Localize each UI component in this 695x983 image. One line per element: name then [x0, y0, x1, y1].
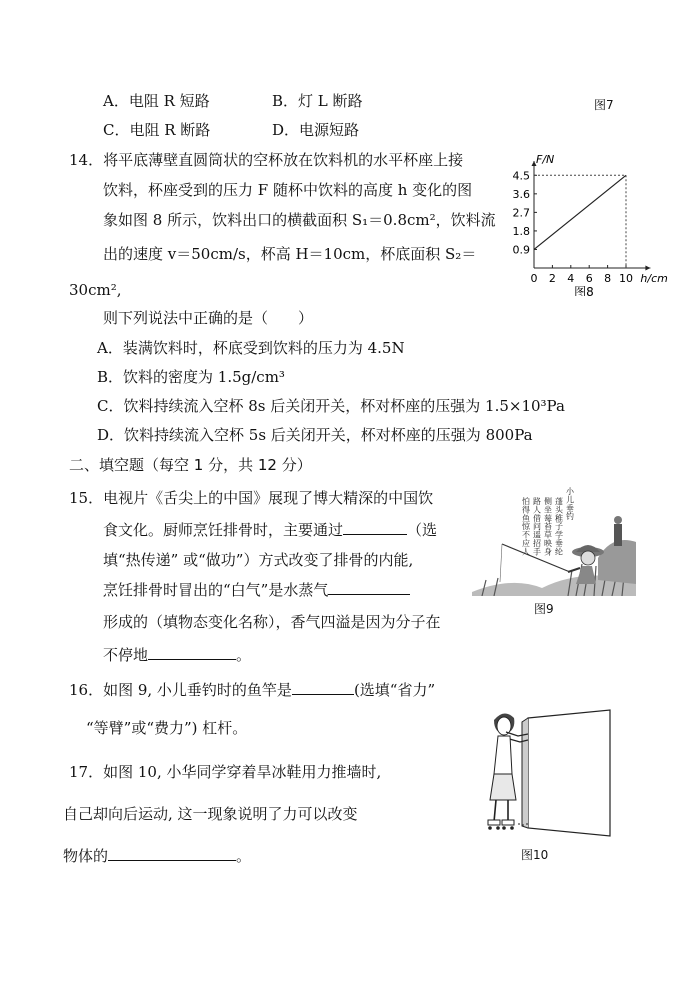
q17-line3-tail: 。 [236, 847, 252, 865]
x-axis-arrow [645, 266, 650, 271]
q14-option-d: D．饮料持续流入空杯 5s 后关闭开关，杯对杯座的压强为 800Pa [97, 426, 533, 444]
x-tick-label: 4 [567, 272, 575, 285]
q15-blank2[interactable] [328, 580, 410, 595]
fig8-chart [500, 136, 680, 296]
y-tick-label: 3.6 [512, 187, 530, 201]
q14-line1: 14．将平底薄壁直圆筒状的空杯放在饮料机的水平杯座上接 [69, 151, 464, 169]
q17-line3 [63, 846, 251, 866]
q13-option-b: B．灯 L 断路 [272, 92, 363, 110]
q15-line6-tail: 。 [236, 646, 252, 664]
q15-line2-tail: （选 [407, 521, 438, 539]
y-tick-label: 4.5 [512, 169, 530, 183]
q14-line2: 饮料，杯座受到的压力 F 随杯中饮料的高度 h 变化的图 [103, 181, 473, 199]
q17-line3-text: 物体的 [63, 847, 109, 865]
poem-column: 路人借问遥招手 [533, 497, 541, 557]
q15-blank3[interactable] [148, 645, 236, 660]
y-tick-label: 0.9 [512, 243, 530, 257]
q15-line4 [103, 580, 410, 600]
q14-option-a: A．装满饮料时，杯底受到饮料的压力为 4.5N [97, 339, 405, 357]
q17-line1: 17．如图 10, 小华同学穿着旱冰鞋用力推墙时, [69, 763, 382, 781]
fig9-fishing-illustration [472, 484, 636, 596]
q17-line2: 自己却向后运动, 这一现象说明了力可以改变 [63, 805, 358, 823]
q15-line5: 形成的（填物态变化名称），香气四溢是因为分子在 [103, 613, 441, 631]
y-tick-label: 2.7 [512, 206, 530, 220]
q15-blank1[interactable] [343, 520, 407, 535]
q14-line3: 象如图 8 所示，饮料出口的横截面积 S₁＝0.8cm²，饮料流 [103, 211, 496, 229]
q15-line3: 填“热传递” 或“做功”）方式改变了排骨的内能, [103, 551, 414, 569]
q14-line5: 30cm², [69, 281, 122, 299]
section2-title: 二、填空题（每空 1 分，共 12 分） [69, 456, 312, 474]
fig8-caption: 图8 [574, 285, 594, 296]
q14-option-b: B．饮料的密度为 1.5g/cm³ [97, 368, 285, 386]
q15-line2 [103, 520, 437, 540]
poem-column: 小儿垂钓 [566, 487, 574, 522]
q15-line4-text: 烹饪排骨时冒出的“白气”是水蒸气 [103, 581, 329, 599]
x-tick-label: 10 [619, 272, 633, 285]
q16-line2: “等臂”或“费力”) 杠杆。 [86, 719, 248, 737]
q13-option-a: A．电阻 R 短路 [103, 92, 210, 110]
fig7-caption: 图7 [594, 98, 614, 112]
fig10-skater-pushing-wall [476, 704, 612, 838]
x-tick-label: 2 [548, 272, 556, 285]
x-tick-label: 0 [530, 272, 538, 285]
poem-column: 怕得鱼惊不应人 [522, 497, 530, 557]
fig10-caption: 图10 [521, 848, 549, 862]
fig9-caption: 图9 [534, 602, 554, 616]
q16-blank[interactable] [292, 680, 354, 695]
q15-line6-text: 不停地 [103, 646, 149, 664]
q15-line6 [103, 645, 251, 665]
q15-line2-text: 食文化。厨师烹饪排骨时，主要通过 [103, 521, 344, 539]
q15-line1: 15．电视片《舌尖上的中国》展现了博大精深的中国饮 [69, 489, 434, 507]
q16-line1-tail: (选填“省力” [353, 681, 436, 699]
q16-line1-text: 16．如图 9, 小儿垂钓时的鱼竿是 [69, 681, 292, 699]
x-axis-label: h/cm [640, 272, 668, 285]
q16-line1 [69, 680, 435, 700]
series-line-F [534, 175, 626, 249]
q14-option-c: C．饮料持续流入空杯 8s 后关闭开关，杯对杯座的压强为 1.5×10³Pa [97, 397, 565, 415]
q14-line4: 出的速度 v＝50cm/s，杯高 H＝10cm，杯底面积 S₂＝ [103, 245, 477, 263]
x-tick-label: 6 [585, 272, 593, 285]
q13-option-d: D．电源短路 [272, 121, 360, 139]
x-tick-label: 8 [604, 272, 612, 285]
y-axis-label: F/N [536, 153, 555, 166]
poem-column: 蓬头稚子学垂纶 [555, 497, 563, 557]
q17-blank[interactable] [108, 846, 236, 861]
q14-question: 则下列说法中正确的是（ ） [103, 309, 314, 327]
poem-column: 侧坐莓苔草映身 [544, 497, 552, 557]
y-tick-label: 1.8 [512, 224, 530, 238]
q13-option-c: C．电阻 R 断路 [103, 121, 211, 139]
